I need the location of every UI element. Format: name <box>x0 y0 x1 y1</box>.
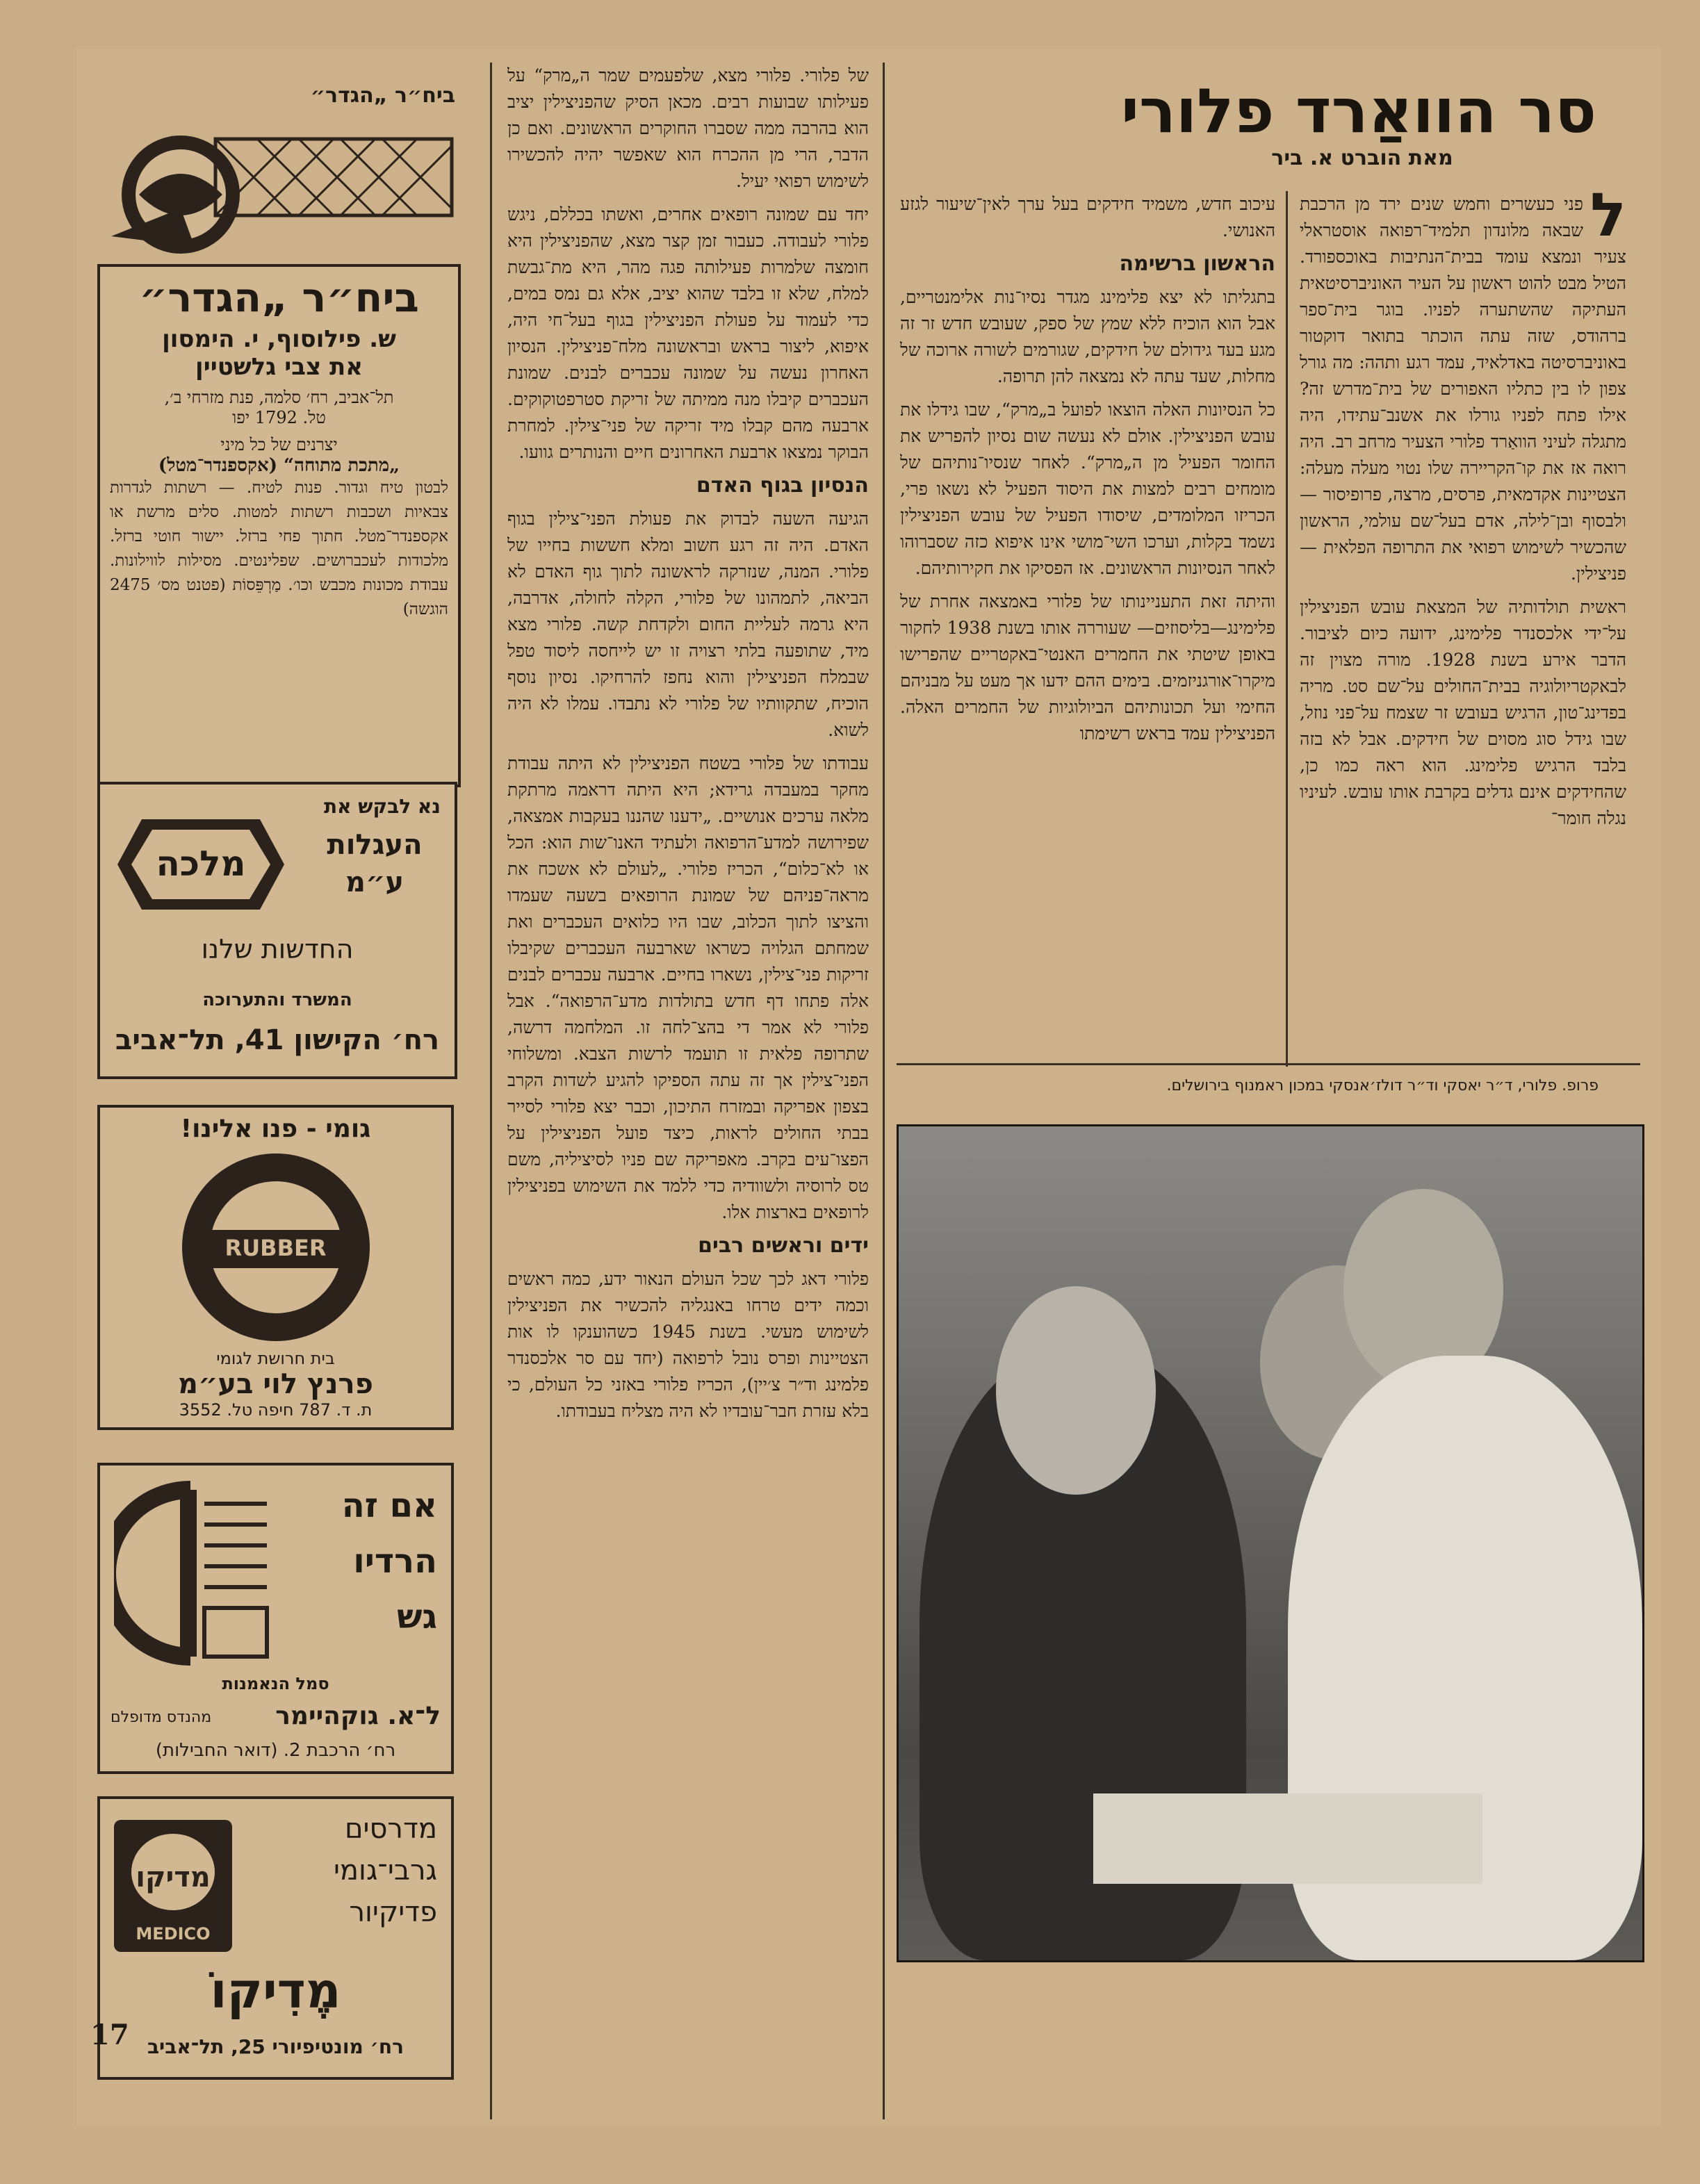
hagader-line-2: „מתכת מתוחה“ (אקספנדר־מטל) <box>158 455 400 476</box>
medico-line-3: פדיקיור <box>349 1896 437 1928</box>
caption-rule <box>897 1063 1640 1065</box>
gokhayimer-line-1: אם זה <box>341 1486 437 1525</box>
paragraph-text: בתגליתו לא יצא פלימינג מגדר נסיו־נות אלימנטריים, אבל הוא הוכיח ללא שמץ של ספק, שעובש חדש זר זה מגע בעד גידולם של חידקים, שגורמים לשורה ארוכה של מחלות, שעד עתה לא נמצאה להן תרופה. <box>900 287 1275 386</box>
section-heading <box>507 1233 869 1259</box>
paragraph-text: הראשון ברשימה <box>1119 252 1275 276</box>
article-paragraph <box>900 191 1275 244</box>
laboratory-photo <box>897 1124 1644 1962</box>
paragraph-text: ראשית תולדותיה של המצאת עובש הפניצילין על־ידי אלכסנדר פלימינג, ידועה כיום לציבור. הדבר אירע בשנת 1928. מורה מצוין זה לבאקטריולוגיה בבית־החולים על־שם סט. מריה בפדינג־טון, הרגיש בעובש זר שצמח על־פני נוזל, שבו גידל סוג מסוים של חידקים. אבל לא בזה בלבד הרגיש פלימינג. הוא ראה כמו כן, שהחידקים אינם גדלים בקרבת אותו עובש. לעיניו נגלה חומר־ <box>1300 597 1626 828</box>
hagader-address: תל־אביב, רח׳ סלמה, פנת מזרחי ב׳, <box>164 388 394 407</box>
article-column-2 <box>900 191 1275 1074</box>
gokhayimer-title: מהנדס מדופלם <box>111 1709 212 1726</box>
article-column-1 <box>1300 191 1626 1074</box>
malka-office: המשרד והתערוכה <box>202 990 352 1010</box>
magazine-page <box>76 49 1661 2126</box>
hagader-phone: טל. 1792 יפו <box>232 408 326 427</box>
article-paragraph <box>900 397 1275 582</box>
article-paragraph <box>900 589 1275 747</box>
malka-head: נא לבקש את <box>324 795 441 818</box>
hagader-title: ביח״ר „הגדר״ <box>139 274 419 321</box>
gokhayimer-line-2: הרדיו <box>353 1542 437 1581</box>
hagader-logo <box>97 83 469 257</box>
column-divider <box>490 63 492 2119</box>
malka-address: רח׳ הקישון 41, תל־אביב <box>115 1024 440 1056</box>
article-paragraph <box>507 63 869 195</box>
paragraph-text: הגיעה השעה לבדוק את פעולת הפני־צילין בגוף האדם. היה זה רגע חשוב ומלא חששות בחייו של פלורי. המנה, שנזרקה לראשונה לתוך גוף האדם לא הביאה, לתמהונו של פלורי, הקלה לחולה, אדרבה, היא גרמה לעליית החום ולקדחת קשה. פלורי מצא מיד, שתופעה בלתי רצויה זו יש לייחסה ליסוד טפל שבמלח הפניצילין והוא נחפז להרחיקו. נסיון נוסף הוכיח, שתקוותיו של פלורי לא נתבדו. עמלו לא היה לשוא. <box>507 509 869 740</box>
drop-cap: ל <box>1589 191 1626 250</box>
paragraph-text: פלורי דאג לכך שכל העולם הנאור ידע, כמה ראשים וכמה ידים טרחו באנגליה להכשיר את הפניצילין לשימוש מעשי. בשנת 1945 כשהוענקו לו אות הצטיינות ופרס נובל לרפואה (יחד עם סר אלכסנדר פלמינג וד״ר צ׳יין), הכריז פלורי באזני כל העולם, כי בלא עזרת חבר־עובדיו לא היה מצליח בעבודתו. <box>507 1269 869 1421</box>
hagader-line-3: לבטון טיח וגדור. פנות לטיח. — רשתות לגדרות צבאיות ושכבות רשתות למטות. סלים מרשת או אקספנדר־מטל. חתוך פחי ברזל. יישור חוטי ברזל. מלכודות לעכברושים. שפלינטים. מסילות לווילונות. עבודת מכונות מכבש וכו׳. מַרְפֵּסוֹת (פטנט מס׳ 2475 הוגשה) <box>110 479 448 618</box>
hagader-line-1: יצרנים של כל מיני <box>220 435 338 454</box>
ad-rubber <box>97 1105 454 1430</box>
rubber-seal-text: RUBBER <box>224 1235 327 1261</box>
paragraph-text: עבודתו של פלורי בשטח הפניצילין לא היתה עבודת מחקר במעבדה גרידא; היא היתה דראמה מרתקת מלאה ערכים אנושיים. „ידענו שהננו בעקבות אמצאה, שפירושה למדע־הרפואה ולעתיד האנו־שות הוא: הכל או לא־כלום“, הכריז פלורי. „לעולם לא אשכח את מראה־פניהם של שמונת הרופאים בשעה שעמדו והציצו לתוך הכלוב, שבו היו כלואים העכברים ואת שמחתם הגלויה כשראו שארבעה העכברים שקיבלו זריקות פני־צילין, נשארו בחיים. ארבעה עכברים לבנים אלה פתחו דף חדש בתולדות מדע־הרפואה“. אבל פלורי לא אמר די בהצ־לחה זו. המלחמה דרשה, שתרופה פלאית זו תועמד לרשות הצבא. ומשלוחי הפני־צילין אך זה עתה הספיקו להגיע לשדות הקרב בצפון אפריקה ובמזרח התיכון, וכבר יצא פלורי לסייר בבתי החולים לראות, כיצד פועל הפניצילין על הפצו־עים בקרב. מאפריקה שם פניו לסיציליה, משם טס לרוסיה ולשוודיה כדי ללמד את השימוש בפניצילין לרופאים בארצות אלו. <box>507 753 869 1222</box>
ad-malka <box>97 782 457 1079</box>
article-paragraph <box>507 202 869 466</box>
gokhayimer-line-3: גש <box>397 1598 437 1636</box>
article-paragraph <box>1300 594 1626 832</box>
paragraph-text: והיתה זאת התעניינותו של פלורי באמצאה אחרת של פלימינג—בליסוזים— שעוררה אותו בשנת 1938 לחקור באופן שיטתי את החמרים האנטי־באקטריים שהפרישו מיקרו־אורגניזמים. בימים ההם ידעו אך מעט על מבניהם החימי ועל תכונותיהם הביולוגיות של החמרים האלה. הפניצילין עמד בראש רשימתו <box>900 591 1275 744</box>
malka-sub: החדשות שלנו <box>201 934 354 964</box>
rubber-address: ת. ד. 787 חיפה טל. 3552 <box>179 1400 373 1420</box>
paragraph-text: עיכוב חדש, משמיד חידקים בעל ערך לאין־שיעור לגזע האנושי. <box>900 194 1275 240</box>
paragraph-text: ידים וראשים רבים <box>698 1233 869 1258</box>
hagader-owners: ש. פילוסוף, י. הימסון <box>162 325 396 353</box>
rubber-line-1: בית חרושת לגומי <box>216 1349 335 1368</box>
article-column-3 <box>507 63 869 2119</box>
paragraph-text: יחד עם שמונה רופאים אחרים, ואשתו בכללם, ניגש פלורי לעבודה. כעבור זמן קצר מצא, שהפניצילין היא חומצה שלמרות פעילותה פגה מהר, היא מת־גבשת למלח, שלא זו בלבד שהוא יציב, אלא גם נמס במים, כדי לעמוד על פעולת הפניצילין בגוף בעל־חי היה, איפוא, ליצור בראש ובראשונה מלח־פניצילין. הנסיון האחרון נעשה על שמונה עכברים לבנים. שמונת העכברים קיבלו מנה ממיתה של זריקת סטרפטוקוקים. ארבעה מהם קבלו מיד זריקה של פני־צילין. למחרת הבוקר נמצאו ארבעת האחרונים חיים והנותרים גוועו. <box>507 204 869 462</box>
article-paragraph <box>507 506 869 744</box>
article-paragraph <box>507 750 869 1226</box>
paragraph-text: הנסיון בגוף האדם <box>696 473 869 498</box>
hagader-logo-label: ביח״ר „הגדר״ <box>310 83 455 108</box>
globe-fence-icon <box>97 97 469 257</box>
rubber-name: פרנץ לוי בע״מ <box>178 1368 373 1400</box>
gokhayimer-mark: סמל הנאמנות <box>222 1674 329 1693</box>
gokhayimer-address: רח׳ הרכבת 2. (דואר החבילות) <box>155 1740 396 1761</box>
rubber-head: גומי - פנו אלינו! <box>180 1115 371 1143</box>
malka-big: העגלות ע״מ <box>327 829 423 898</box>
section-heading <box>507 473 869 499</box>
photo-caption: פרופ. פלורי, ד״ר יאסקי וד״ר דולז׳אנסקי במכון ראמנוף בירושלים. <box>1166 1077 1599 1094</box>
article-paragraph <box>1300 191 1626 587</box>
medico-line-2: גרבי־גומי <box>333 1855 437 1887</box>
medico-logo-he: מדיקו <box>136 1862 211 1894</box>
column-divider <box>1286 191 1288 1067</box>
medico-logo-icon <box>114 1820 232 1952</box>
paragraph-text: פני כעשרים וחמש שנים ירד מן הרכבת שבאה מלונדון תלמיד־רפואה אוסטראלי צעיר ונמצא עומד בבית־הנתיבות באוכספורד. הטיל מבט להוט ראשון על העיר האוניברסיטאית העתיקה שהשתערה לפניו. בוגר בית־ספר ברהודס, שזה עתה הוכתר בתואר דוקטור באוניברסיטה באדלאיד, עמד רגע ותהה: מה גורל צפון לו בין כתליו האפורים של בית־מדרש זה? אילו פתח לפניו גורלו את אשנב־עתידו, היה מתגלה לעיני הוואַרד פלורי הצעיר מרחב רב. היה רואה אז את קו־הקריירה שלו נטוי מעלה מעלה: הצטיינות אקדמאית, פרסים, מרצה, פרופיסור — ולבסוף ובן־לילה, אדם בעל־שם עולמי, הראשון שהכשיר לשימוש רפואי את התרופה הפלאית — פניצילין. <box>1300 194 1626 584</box>
ad-gokhayimer <box>97 1463 454 1774</box>
page-number: 17 <box>90 2019 129 2051</box>
paragraph-text: של פלורי. פלורי מצא, שלפעמים שמר ה„מרק“ על פעילותו שבועות רבים. מכאן הסיק שהפניצילין יציב הוא בהרבה ממה שסברו החוקרים הראשונים. ואם כן הדבר, הרי מן ההכרח הוא שאפשר יהיה להכשירו לשימוש רפואי יעיל. <box>507 65 869 191</box>
article-paragraph <box>900 284 1275 390</box>
medico-logo-en: MEDICO <box>136 1924 211 1944</box>
medico-address: רח׳ מונטיפיורי 25, תל־אביב <box>147 2035 404 2058</box>
article-paragraph <box>507 1266 869 1424</box>
malka-logo-text: מלכה <box>156 844 246 884</box>
paragraph-text: כל הנסיונות האלה הוצאו לפועל ב„מרק“, שבו גידלו את עובש הפניצילין. אולם לא נעשה שום נסיון להפריש את החומר הפעיל מן ה„מרק“. לאחר שנסיו־נותיהם של מומחים רבים למצות את היסוד הפעיל לא נשאו פרי, הכריזו המלומדים, שיסודו הפעיל של עובש הפניצילין נשמד בקלות, וערכו השי־מושי אינו איפוא כזה שסברוהו לאחר הנסיונות הראשונים. אז הפסיקו את חקירותיהם. <box>900 400 1275 578</box>
hagader-owners-2: את צבי גלשטיין <box>195 353 363 381</box>
medico-name: מֶדִיקוֹ <box>210 1962 341 2019</box>
medico-line-1: מדרסים <box>344 1813 437 1845</box>
article-byline: מאת הוברט א. ביר <box>1271 146 1453 170</box>
ad-medico <box>97 1796 454 2080</box>
section-heading <box>900 251 1275 277</box>
gokhayimer-name: ל־א. גוקהיימר <box>275 1702 441 1730</box>
ad-hagader <box>97 264 461 787</box>
column-divider <box>883 63 885 2119</box>
article-title: סר הוואַרד פלורי <box>1121 75 1596 147</box>
radio-icon <box>114 1476 274 1670</box>
